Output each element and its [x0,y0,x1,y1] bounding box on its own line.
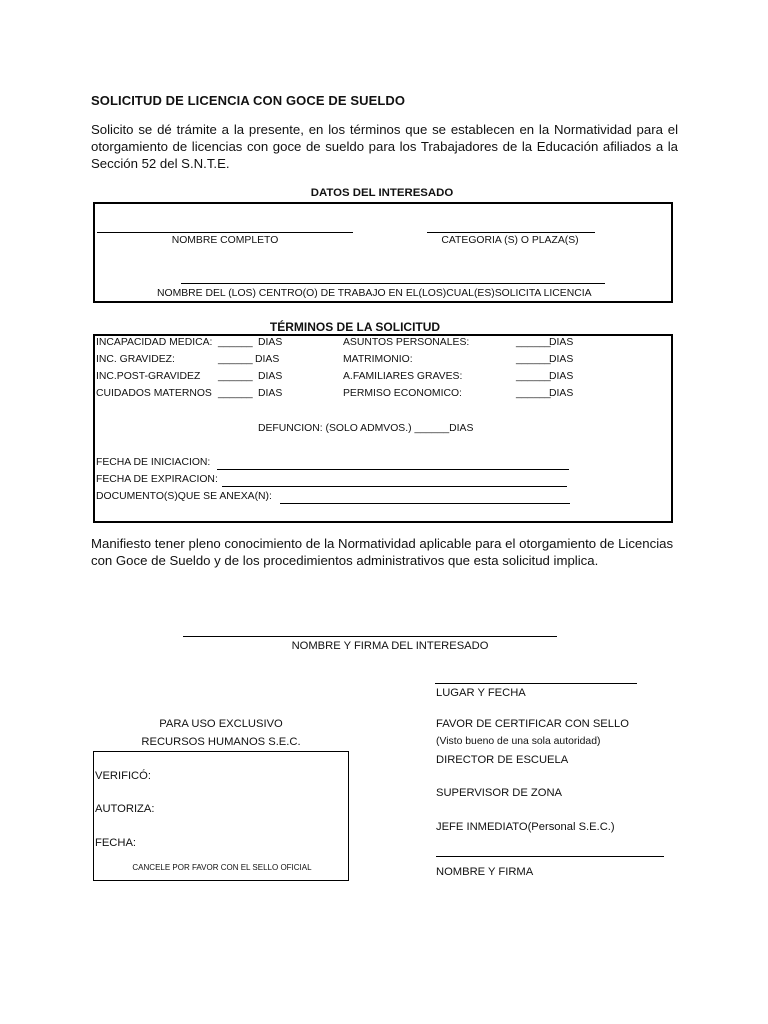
rh-autoriza: AUTORIZA: [95,803,155,815]
documentos-line[interactable] [280,503,570,504]
term-incapacidad-medica: INCAPACIDAD MEDICA: [96,337,213,348]
firma-interesado-line[interactable] [183,636,557,637]
certificar-jefe: JEFE INMEDIATO(Personal S.E.C.) [436,821,615,833]
term-permiso-economico: PERMISO ECONOMICO: [343,388,462,399]
categoria-line[interactable] [427,232,595,233]
certificar-nombre-firma: NOMBRE Y FIRMA [436,866,534,878]
lugar-fecha-line[interactable] [435,683,637,684]
document-title: SOLICITUD DE LICENCIA CON GOCE DE SUELDO [91,93,406,108]
terminos-box [93,334,673,523]
nombre-line[interactable] [97,232,353,233]
term-dias: DIAS [549,337,574,348]
lugar-fecha-label: LUGAR Y FECHA [436,687,526,699]
term-blank[interactable]: ______ [516,337,551,348]
fecha-iniciacion-label: FECHA DE INICIACION: [96,457,211,468]
fecha-expiracion-label: FECHA DE EXPIRACION: [96,474,218,485]
term-blank[interactable]: ______ [218,388,253,399]
nombre-label: NOMBRE COMPLETO [171,235,279,246]
terminos-heading: TÉRMINOS DE LA SOLICITUD [269,320,441,334]
documentos-label: DOCUMENTO(S)QUE SE ANEXA(N): [96,491,272,502]
categoria-label: CATEGORIA (S) O PLAZA(S) [441,235,579,246]
certificar-line2: (Visto bueno de una sola autoridad) [436,736,601,747]
term-dias: DIAS [255,354,280,365]
manifiesto-paragraph: Manifiesto tener pleno conocimiento de la Normatividad aplicable para el otorgamiento de Licencias con Goce de Sueldo y de los procedimientos administrativos que esta solicitud implica. [91,536,674,568]
term-blank[interactable]: ______ [516,371,551,382]
term-inc-gravidez: INC. GRAVIDEZ: [96,354,175,365]
rh-heading-2: RECURSOS HUMANOS S.E.C. [141,736,301,748]
term-blank[interactable]: ______ [516,388,551,399]
centro-label: NOMBRE DEL (LOS) CENTRO(O) DE TRABAJO EN EL(LOS)CUAL(ES)SOLICITA LICENCIA [157,288,592,299]
term-dias: DIAS [549,354,574,365]
term-matrimonio: MATRIMONIO: [343,354,413,365]
term-dias: DIAS [258,371,283,382]
centro-line[interactable] [181,283,605,284]
term-blank[interactable]: ______ [218,354,253,365]
term-defuncion: DEFUNCION: (SOLO ADMVOS.) ______DIAS [258,423,474,434]
term-blank[interactable]: ______ [516,354,551,365]
firma-interesado-label: NOMBRE Y FIRMA DEL INTERESADO [291,640,489,652]
fecha-iniciacion-line[interactable] [217,469,569,470]
term-familiares-graves: A.FAMILIARES GRAVES: [343,371,463,382]
term-cuidados-maternos: CUIDADOS MATERNOS [96,388,212,399]
term-dias: DIAS [258,337,283,348]
intro-paragraph: Solicito se dé trámite a la presente, en los términos que se establecen en la Normatividad para el otorgamiento de licencias con goce de sueldo para los Trabajadores de la Educación afiliados a la Sección 52 del S.N.T.E. [91,122,678,171]
term-dias: DIAS [549,371,574,382]
interesado-box [93,202,673,303]
term-inc-post-gravidez: INC.POST-GRAVIDEZ [96,371,201,382]
certificar-director: DIRECTOR DE ESCUELA [436,754,569,766]
rh-note: CANCELE POR FAVOR CON EL SELLO OFICIAL [132,863,312,872]
term-dias: DIAS [258,388,283,399]
certificar-supervisor: SUPERVISOR DE ZONA [436,787,562,799]
fecha-expiracion-line[interactable] [222,486,567,487]
interesado-heading: DATOS DEL INTERESADO [310,187,454,199]
term-blank[interactable]: ______ [218,371,253,382]
rh-box [93,751,349,881]
rh-verifico: VERIFICÓ: [95,770,151,782]
term-asuntos-personales: ASUNTOS PERSONALES: [343,337,470,348]
rh-heading-1: PARA USO EXCLUSIVO [159,718,283,730]
rh-fecha: FECHA: [95,837,137,849]
certificar-line1: FAVOR DE CERTIFICAR CON SELLO [436,718,629,730]
term-dias: DIAS [549,388,574,399]
term-blank[interactable]: ______ [218,337,253,348]
nombre-firma-line[interactable] [436,856,664,857]
